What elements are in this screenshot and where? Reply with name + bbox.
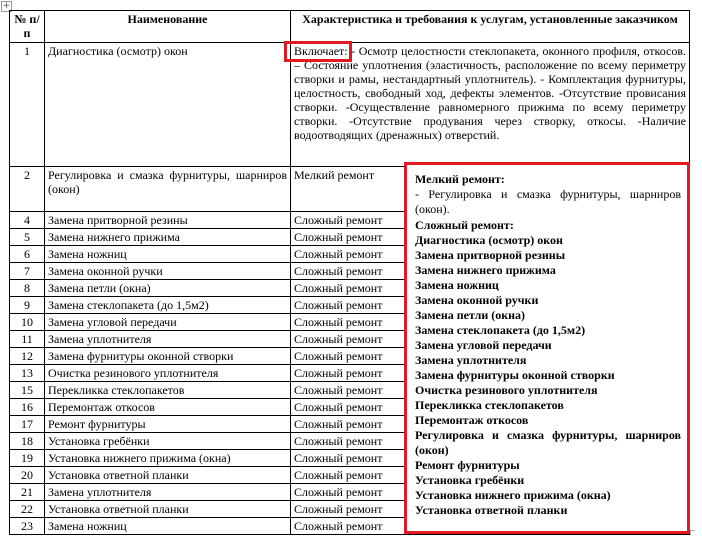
row-spec: Мелкий ремонт xyxy=(291,167,690,212)
row-spec: Сложный ремонт xyxy=(291,314,690,331)
row-num: 1 xyxy=(10,43,45,167)
row-name: Перекликка стеклопакетов xyxy=(45,382,291,399)
row-spec: Сложный ремонт xyxy=(291,501,690,518)
row-num: 20 xyxy=(10,467,45,484)
page-corner-mark xyxy=(690,530,695,535)
header-num: № п/п xyxy=(10,11,45,43)
complex-repair-title: Сложный ремонт: xyxy=(415,218,514,232)
row-num: 15 xyxy=(10,382,45,399)
row-name: Ремонт фурнитуры xyxy=(45,416,291,433)
header-name: Наименование xyxy=(45,11,291,43)
row-spec: Сложный ремонт xyxy=(291,348,690,365)
complex-repair-item: Диагностика (осмотр) окон xyxy=(415,233,563,247)
complex-repair-item: Очистка резинового уплотнителя xyxy=(415,383,598,397)
row-spec: Сложный ремонт xyxy=(291,297,690,314)
row-name: Установка нижнего прижима (окна) xyxy=(45,450,291,467)
row-name: Замена оконной ручки xyxy=(45,263,291,280)
row-num: 6 xyxy=(10,246,45,263)
row-spec: Сложный ремонт xyxy=(291,416,690,433)
row-name: Установка ответной планки xyxy=(45,467,291,484)
row-name: Очистка резинового уплотнителя xyxy=(45,365,291,382)
row-name: Замена ножниц xyxy=(45,246,291,263)
row-num: 23 xyxy=(10,518,45,535)
complex-repair-item: Перемонтаж откосов xyxy=(415,413,529,427)
row-name: Замена уплотнителя xyxy=(45,331,291,348)
row-name: Замена фурнитуры оконной створки xyxy=(45,348,291,365)
header-spec: Характеристика и требования к услугам, установленные заказчиком xyxy=(291,11,690,43)
row-name: Замена уплотнителя xyxy=(45,484,291,501)
complex-repair-item: Установка нижнего прижима (окна) xyxy=(415,488,611,502)
row-spec: Сложный ремонт xyxy=(291,331,690,348)
complex-repair-item: Установка гребёнки xyxy=(415,473,525,487)
row-spec: Сложный ремонт xyxy=(291,382,690,399)
row-num: 2 xyxy=(10,167,45,212)
complex-repair-item: Замена угловой передачи xyxy=(415,338,552,352)
complex-repair-item: Регулировка и смазка фурнитуры, шарниров (окон) xyxy=(415,428,681,457)
complex-repair-item: Замена ножниц xyxy=(415,278,499,292)
highlight-box-includes xyxy=(284,41,352,62)
row-name: Перемонтаж откосов xyxy=(45,399,291,416)
row-name: Замена нижнего прижима xyxy=(45,229,291,246)
row-num: 8 xyxy=(10,280,45,297)
complex-repair-item: Замена уплотнителя xyxy=(415,353,527,367)
row-spec: Сложный ремонт xyxy=(291,229,690,246)
row-num: 16 xyxy=(10,399,45,416)
row-num: 21 xyxy=(10,484,45,501)
row-num: 19 xyxy=(10,450,45,467)
row-spec: Сложный ремонт xyxy=(291,280,690,297)
row-num: 10 xyxy=(10,314,45,331)
table-header-row xyxy=(10,11,690,43)
spec-details-text: - Осмотр целостности стеклопакета, оконного профиля, откосов. – Состояние уплотнения (эластичность, расположение по всему периметру створки и рамы, нестандартный уплотнитель). - Комплектация фурнитуры, целостность, свободный ход, дефекты элементов. -Отсутствие провисания створки. -Осуществление равномерного прижима по всему периметру створки. -Отсутствие продувания через створку, откосы. -Наличие водоотводящих (дренажных) отверстий. xyxy=(294,44,686,142)
row-spec: Сложный ремонт xyxy=(291,433,690,450)
complex-repair-item: Замена петли (окна) xyxy=(415,308,526,322)
complex-repair-item: Замена притворной резины xyxy=(415,248,566,262)
row-name: Замена притворной резины xyxy=(45,212,291,229)
minor-repair-title: Мелкий ремонт: xyxy=(415,172,505,186)
row-name: Установка гребёнки xyxy=(45,433,291,450)
summary-overlay-box xyxy=(404,162,690,534)
row-spec: Сложный ремонт xyxy=(291,246,690,263)
row-num: 22 xyxy=(10,501,45,518)
row-num: 12 xyxy=(10,348,45,365)
row-spec: Сложный ремонт xyxy=(291,263,690,280)
row-spec: Сложный ремонт xyxy=(291,399,690,416)
spec-highlight-text: Включает: xyxy=(294,44,348,58)
table-move-handle-icon[interactable]: + xyxy=(2,1,11,11)
row-spec: Сложный ремонт xyxy=(291,365,690,382)
row-num: 18 xyxy=(10,433,45,450)
row-num: 7 xyxy=(10,263,45,280)
row-name: Диагностика (осмотр) окон xyxy=(45,43,291,167)
row-num: 9 xyxy=(10,297,45,314)
complex-repair-item: Замена фурнитуры оконной створки xyxy=(415,368,615,382)
complex-repair-item: Установка ответной планки xyxy=(415,503,568,517)
row-num: 4 xyxy=(10,212,45,229)
row-spec: Сложный ремонт xyxy=(291,518,690,535)
row-spec: Сложный ремонт xyxy=(291,484,690,501)
row-name: Регулировка и смазка фурнитуры, шарниров (окон) xyxy=(45,167,291,212)
complex-repair-list xyxy=(415,233,681,518)
row-name: Замена стеклопакета (до 1,5м2) xyxy=(45,297,291,314)
complex-repair-item: Перекликка стеклопакетов xyxy=(415,398,564,412)
row-num: 11 xyxy=(10,331,45,348)
row-name: Замена петли (окна) xyxy=(45,280,291,297)
row-num: 5 xyxy=(10,229,45,246)
row-name: Замена ножниц xyxy=(45,518,291,535)
row-name: Установка ответной планки xyxy=(45,501,291,518)
complex-repair-item: Замена нижнего прижима xyxy=(415,263,556,277)
row-name: Замена угловой передачи xyxy=(45,314,291,331)
row-num: 13 xyxy=(10,365,45,382)
minor-repair-item: - Регулировка и смазка фурнитуры, шарниров (окон). xyxy=(415,187,681,216)
row-num: 17 xyxy=(10,416,45,433)
row-spec: Сложный ремонт xyxy=(291,212,690,229)
complex-repair-item: Ремонт фурнитуры xyxy=(415,458,520,472)
complex-repair-item: Замена оконной ручки xyxy=(415,293,539,307)
complex-repair-item: Замена стеклопакета (до 1,5м2) xyxy=(415,323,586,337)
row-spec: Сложный ремонт xyxy=(291,467,690,484)
row-spec: Сложный ремонт xyxy=(291,450,690,467)
